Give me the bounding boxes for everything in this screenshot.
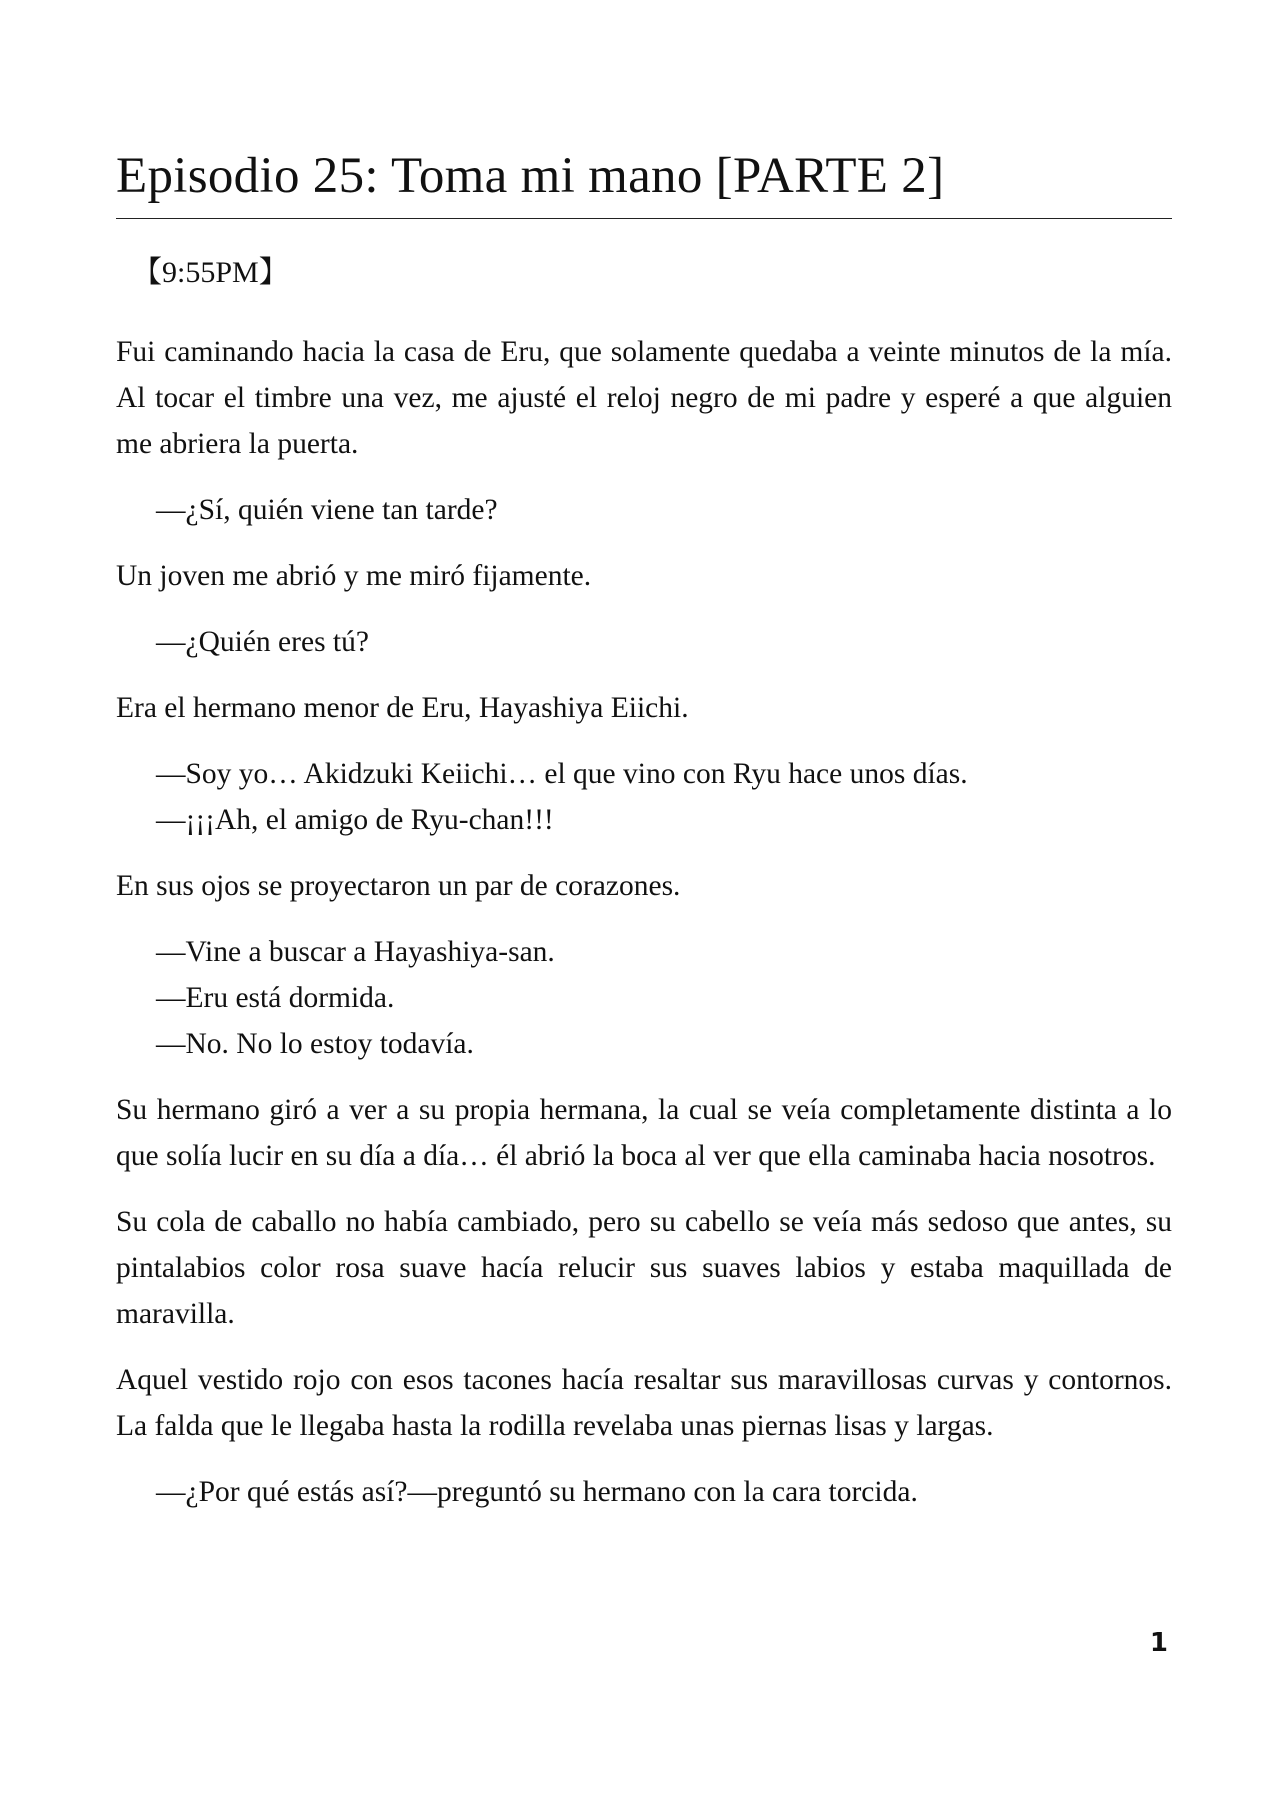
dialogue-line: —No. No lo estoy todavía. (156, 1028, 474, 1061)
dialogue-line: —¿Sí, quién viene tan tarde? (156, 494, 498, 527)
chapter-body (116, 329, 1172, 1515)
paragraph: Su hermano giró a ver a su propia hermana, la cual se veía completamente distinta a lo que solía lucir en su día a día… él abrió la boca al ver que ella caminaba hacia nosotros. (116, 1094, 1172, 1173)
document-page (116, 148, 1172, 1535)
paragraph: Fui caminando hacia la casa de Eru, que solamente quedaba a veinte minutos de la mía. Al tocar el timbre una vez, me ajusté el reloj negro de mi padre y esperé a que alguien me abriera la puerta. (116, 336, 1172, 461)
dialogue-line: —Soy yo… Akidzuki Keiichi… el que vino con Ryu hace unos días. (156, 758, 968, 791)
dialogue-line: —Vine a buscar a Hayashiya-san. (156, 936, 555, 969)
paragraph: Era el hermano menor de Eru, Hayashiya Eiichi. (116, 692, 689, 725)
paragraph: Aquel vestido rojo con esos tacones hacía resaltar sus maravillosas curvas y contornos. La falda que le llegaba hasta la rodilla revelaba unas piernas lisas y largas. (116, 1364, 1172, 1443)
paragraph: Su cola de caballo no había cambiado, pero su cabello se veía más sedoso que antes, su pintalabios color rosa suave hacía relucir sus suaves labios y estaba maquillada de maravilla. (116, 1206, 1172, 1331)
dialogue-line: —¿Quién eres tú? (156, 626, 369, 659)
dialogue-line: —Eru está dormida. (156, 982, 395, 1015)
chapter-title: Episodio 25: Toma mi mano [PARTE 2] (116, 148, 1172, 219)
dialogue-line: —¿Por qué estás así?—preguntó su hermano con la cara torcida. (156, 1476, 918, 1509)
page-number: 1 (1149, 1628, 1168, 1658)
paragraph: En sus ojos se proyectaron un par de corazones. (116, 870, 681, 903)
paragraph: Un joven me abrió y me miró fijamente. (116, 560, 592, 593)
timestamp: 【9:55PM】 (132, 256, 289, 290)
dialogue-line: —¡¡¡Ah, el amigo de Ryu-chan!!! (156, 804, 554, 837)
